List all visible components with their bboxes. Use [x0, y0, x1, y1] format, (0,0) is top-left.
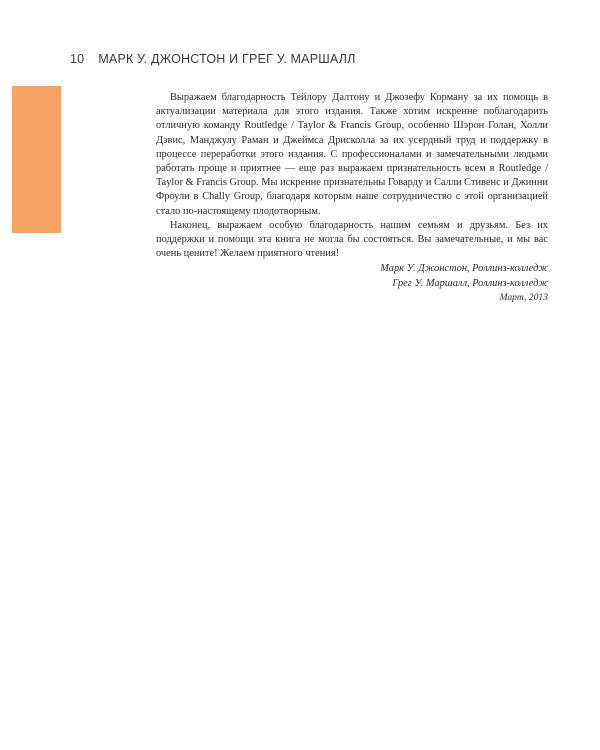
signature-marshall: Грег У. Маршалл, Роллинз-колледж	[392, 277, 548, 289]
signature-date: Март, 2013	[499, 291, 548, 303]
page-number: 10	[70, 52, 85, 66]
signature-johnston: Марк У. Джонстон, Роллинз-колледж	[380, 263, 548, 275]
running-head	[70, 52, 356, 66]
side-color-tab	[12, 86, 61, 233]
main-text-block	[156, 91, 548, 305]
signature-block	[156, 262, 548, 305]
paragraph-closing: Наконец, выражаем особую благодарность нашим семьям и друзьям. Без их поддержки и помощи эта книга не могла бы состояться. Вы замечательные, и мы вас очень цените! Желаем приятного чтения!	[156, 219, 548, 260]
paragraph-acknowledgements: Выражаем благодарность Тейлору Далтону и Джозефу Корману за их помощь в актуализации материала для этого издания. Также хотим искренне поблагодарить отличную команду Routledge / Taylor & Francis Group, особенно Шэрон Голан, Холли Дэвис, Манджулу Раман и Джеймса Дрисколла за их усердный труд и поддержку в процессе переработки этого издания. С профессионалами и замечательными людьми работать проще и приятнее — еще раз выражаем признательность всем в Routledge / Taylor & Francis Group. Мы искренне признательны Говарду и Салли Стивенс и Джинни Фроули в Chally Group, благодаря которым наше сотрудничество с этой организацией стало по-настоящему плодотворным.	[156, 92, 548, 217]
running-title: МАРК У. ДЖОНСТОН И ГРЕГ У. МАРШАЛЛ	[98, 52, 356, 66]
